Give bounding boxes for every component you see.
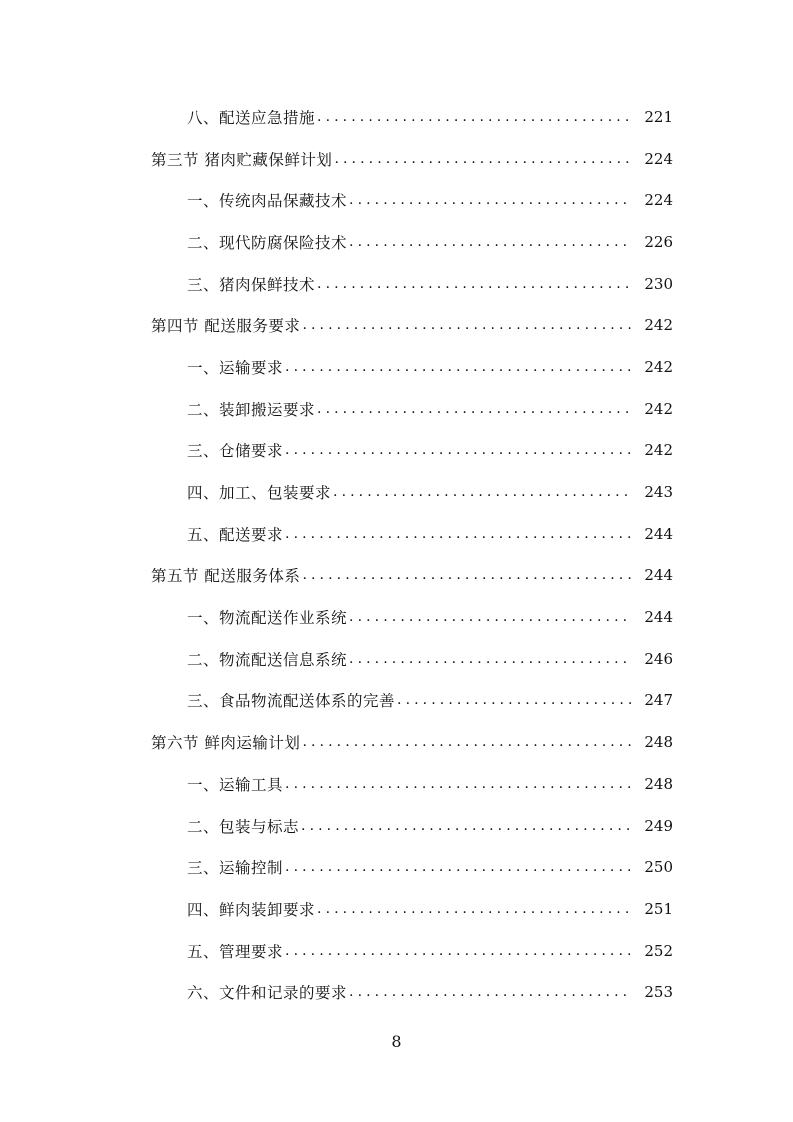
toc-dot-leader xyxy=(349,192,631,208)
toc-entry-page-number: 249 xyxy=(644,816,673,835)
toc-entry-page-number: 251 xyxy=(644,899,673,918)
toc-subsection-entry[interactable] xyxy=(0,471,793,513)
page-number: 8 xyxy=(391,1032,402,1051)
toc-entry-page-number: 230 xyxy=(644,274,673,293)
toc-entry-page-number: 221 xyxy=(644,107,673,126)
toc-entry-page-number: 248 xyxy=(644,774,673,793)
toc-dot-leader xyxy=(349,651,631,667)
toc-subsection-entry[interactable] xyxy=(0,930,793,972)
toc-entry-label: 一、传统肉品保藏技术 xyxy=(187,192,348,211)
toc-subsection-entry[interactable] xyxy=(0,596,793,638)
toc-entry-page-number: 243 xyxy=(644,483,673,502)
toc-entry-page-number: 224 xyxy=(644,149,673,168)
toc-entry-page-number: 253 xyxy=(644,983,673,1002)
toc-entry-label: 二、装卸搬运要求 xyxy=(187,400,316,419)
toc-dot-leader xyxy=(317,276,631,292)
toc-entry-label: 第三节 猪肉贮藏保鲜计划 xyxy=(151,150,333,169)
toc-dot-leader xyxy=(334,151,631,167)
toc-dot-leader xyxy=(317,109,631,125)
toc-entry-label: 二、物流配送信息系统 xyxy=(187,650,348,669)
toc-entry-label: 一、物流配送作业系统 xyxy=(187,609,348,628)
toc-entry-page-number: 247 xyxy=(644,691,673,710)
toc-dot-leader xyxy=(285,943,631,959)
toc-entry-label: 六、文件和记录的要求 xyxy=(187,984,348,1003)
toc-entry-label: 五、管理要求 xyxy=(187,942,284,961)
toc-dot-leader xyxy=(301,818,631,834)
toc-dot-leader xyxy=(302,317,631,333)
toc-section-entry[interactable] xyxy=(0,721,793,763)
toc-entry-label: 第四节 配送服务要求 xyxy=(151,317,301,336)
toc-entry-page-number: 250 xyxy=(644,858,673,877)
toc-subsection-entry[interactable] xyxy=(0,430,793,472)
toc-subsection-entry[interactable] xyxy=(0,805,793,847)
toc-entry-page-number: 244 xyxy=(644,524,673,543)
toc-dot-leader xyxy=(397,692,631,708)
toc-section-entry[interactable] xyxy=(0,138,793,180)
toc-entry-label: 三、运输控制 xyxy=(187,859,284,878)
toc-dot-leader xyxy=(333,484,631,500)
toc-subsection-entry[interactable] xyxy=(0,221,793,263)
toc-entry-page-number: 244 xyxy=(644,608,673,627)
toc-entry-label: 二、包装与标志 xyxy=(187,817,300,836)
toc-entry-label: 三、猪肉保鲜技术 xyxy=(187,275,316,294)
toc-dot-leader xyxy=(349,609,631,625)
toc-entry-label: 第五节 配送服务体系 xyxy=(151,567,301,586)
toc-entry-label: 三、食品物流配送体系的完善 xyxy=(187,692,396,711)
toc-dot-leader xyxy=(285,359,631,375)
toc-entry-page-number: 244 xyxy=(644,566,673,585)
toc-section-entry[interactable] xyxy=(0,555,793,597)
toc-dot-leader xyxy=(317,401,631,417)
toc-subsection-entry[interactable] xyxy=(0,763,793,805)
toc-entry-label: 八、配送应急措施 xyxy=(187,108,316,127)
toc-entry-page-number: 242 xyxy=(644,399,673,418)
toc-dot-leader xyxy=(285,526,631,542)
toc-dot-leader xyxy=(285,859,631,875)
toc-dot-leader xyxy=(285,776,631,792)
toc-entry-label: 第六节 鲜肉运输计划 xyxy=(151,734,301,753)
table-of-contents xyxy=(0,96,793,1013)
toc-subsection-entry[interactable] xyxy=(0,96,793,138)
toc-subsection-entry[interactable] xyxy=(0,846,793,888)
toc-subsection-entry[interactable] xyxy=(0,263,793,305)
toc-subsection-entry[interactable] xyxy=(0,680,793,722)
toc-entry-page-number: 242 xyxy=(644,441,673,460)
toc-subsection-entry[interactable] xyxy=(0,388,793,430)
toc-subsection-entry[interactable] xyxy=(0,513,793,555)
toc-entry-label: 三、仓储要求 xyxy=(187,442,284,461)
toc-dot-leader xyxy=(302,567,631,583)
toc-entry-label: 四、加工、包装要求 xyxy=(187,484,332,503)
toc-subsection-entry[interactable] xyxy=(0,971,793,1013)
toc-dot-leader xyxy=(349,984,631,1000)
toc-entry-page-number: 242 xyxy=(644,316,673,335)
toc-entry-label: 四、鲜肉装卸要求 xyxy=(187,900,316,919)
toc-subsection-entry[interactable] xyxy=(0,888,793,930)
toc-entry-page-number: 226 xyxy=(644,232,673,251)
toc-dot-leader xyxy=(302,734,631,750)
toc-entry-label: 二、现代防腐保险技术 xyxy=(187,233,348,252)
toc-dot-leader xyxy=(317,901,631,917)
toc-entry-label: 一、运输工具 xyxy=(187,775,284,794)
toc-dot-leader xyxy=(349,234,631,250)
toc-subsection-entry[interactable] xyxy=(0,346,793,388)
toc-entry-label: 一、运输要求 xyxy=(187,358,284,377)
toc-entry-page-number: 246 xyxy=(644,649,673,668)
toc-entry-page-number: 224 xyxy=(644,191,673,210)
toc-entry-page-number: 248 xyxy=(644,733,673,752)
toc-entry-page-number: 242 xyxy=(644,357,673,376)
toc-section-entry[interactable] xyxy=(0,304,793,346)
toc-entry-page-number: 252 xyxy=(644,941,673,960)
toc-subsection-entry[interactable] xyxy=(0,638,793,680)
toc-subsection-entry[interactable] xyxy=(0,179,793,221)
toc-entry-label: 五、配送要求 xyxy=(187,525,284,544)
toc-dot-leader xyxy=(285,442,631,458)
